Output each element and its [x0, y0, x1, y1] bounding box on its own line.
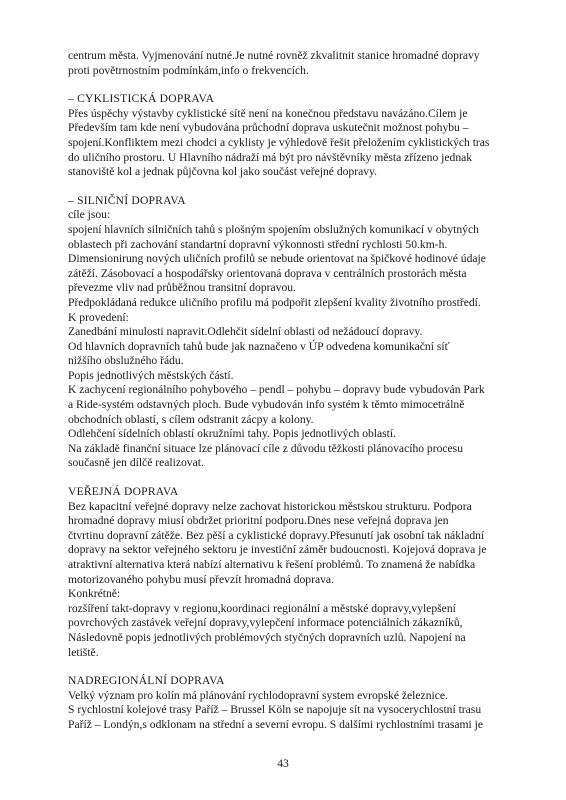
- text-line: centrum města. Vyjmenování nutné.Je nutné rovněž zkvalitnit stanice hromadné dopravy: [68, 49, 480, 62]
- text-line: S rychlostní kolejové trasy Paříž – Brussel Köln se napojuje sít na vysocerychlostní trasu: [68, 703, 482, 717]
- text-line: Zanedbání minulosti napravit.Odlehčit sídelní oblasti od nežádoucí dopravy.: [68, 325, 423, 339]
- text-line: Následovně popis jednotlivých problémových styčných dopravních uzlů. Napojení na: [68, 630, 466, 644]
- text-line: K zachycení regionálního pohybového – pendl – pohybu – dopravy bude vybudován Park: [68, 383, 485, 397]
- text-line: Přes úspěchy výstavby cyklistické sítě není na konečnou představu navázáno.Cílem je: [68, 106, 468, 120]
- text-line: Velký význam pro kolín má plánování rychlodopravní system evropské železnice.: [68, 688, 448, 702]
- section-heading: NADREGIONÁLNÍ DOPRAVA: [68, 674, 225, 688]
- text-line: Paříž – Londýn,s odklonam na střední a severní evropu. S dalšími rychlostními trasami je: [68, 717, 484, 731]
- text-line: Na základě finanční situace lze plánovací cíle z důvodu těžkosti plánovacího procesu: [68, 441, 463, 455]
- text-line: stanoviště kol a jednak půjčovna kol jako součást veřejné dopravy.: [68, 165, 377, 179]
- text-line: K provedení:: [68, 310, 129, 324]
- section-verejna-doprava: [68, 485, 508, 660]
- text-line: nižšího obslužného řádu.: [68, 354, 184, 368]
- text-line: Dimensionirung nových uličních profilů se nebude orientovat na špičkové hodinové údaje: [68, 252, 486, 266]
- text-line: převezme vliv nad průběžnou transitní dopravou.: [68, 281, 296, 295]
- page-number: 43: [277, 757, 289, 770]
- text-line: současně jen dílčě realizovat.: [68, 456, 204, 470]
- text-line: letiště.: [68, 645, 99, 659]
- text-line: obchodních oblastí, s cílem odstranit zácpy a kolony.: [68, 412, 314, 426]
- page-content: [68, 49, 508, 733]
- text-line: Od hlavních dopravních tahů bude jak naznačeno v ÚP odvedena komunikační síť: [68, 339, 450, 353]
- text-line: povrchových zastávek veřejní dopravy,vylepčení informace potenciálních zákazníků,: [68, 616, 463, 630]
- section-heading: – SILNIČNÍ DOPRAVA: [68, 193, 186, 207]
- section-heading: VEŘEJNÁ DOPRAVA: [68, 485, 179, 499]
- section-silnicni-doprava: [68, 194, 508, 471]
- section-cyklisticka-doprava: [68, 92, 508, 180]
- text-line: oblastech při zachování standartní dopravní výkonnosti střední rychlosti 50.km-h.: [68, 237, 448, 251]
- text-line: proti povětrnostním podmínkám,info o frekvencích.: [68, 63, 309, 77]
- text-line: hromadné dopravy miusí obdržet prioritní podporu.Dnes nese veřejná doprava jen: [68, 514, 449, 528]
- text-line: Konkrétně:: [68, 587, 121, 601]
- section-heading: – CYKLISTICKÁ DOPRAVA: [68, 92, 215, 106]
- text-line: motorizovaného pohybu musí převzít hromadná doprava.: [68, 572, 334, 586]
- text-line: spojení.Konfliktem mezi chodci a cyklisty je výhledově řešit přeložením cyklistických tras: [68, 135, 490, 149]
- text-line: zátěží. Zásobovací a hospodářsky orientovaná doprava v centrálních prostorách města: [68, 266, 467, 280]
- text-line: do uličního prostoru. U Hlavního nádraží má být pro návštěvníky města zřízeno jednak: [68, 150, 473, 164]
- text-line: atraktivní alternativa která nabízí alternativu k řešení problémů. To znamená že nabídka: [68, 558, 476, 571]
- text-line: spojení hlavních silničních tahů s plošným spojením obslužných komunikací v obytných: [68, 222, 479, 236]
- text-line: cíle jsou:: [68, 208, 111, 222]
- text-line: Předpokládaná redukce uličního profilu má podpořit zlepšení kvality životního prostředí.: [68, 295, 481, 309]
- section-nadregionalni-doprava: [68, 674, 508, 732]
- text-line: Popis jednotlivých městských částí.: [68, 368, 234, 382]
- text-line: Odlehčení sídelních oblastí okružními tahy. Popis jednotlivých oblastí.: [68, 427, 397, 441]
- text-line: Především tam kde není vybudována průchodní doprava uskutečnit možnost pohybu –: [68, 121, 469, 135]
- text-line: čtvrtinu dopravní zátěže. Bez pěší a cyklistické dopravy.Přesunutí jak osobní tak nákladní: [68, 528, 485, 542]
- text-line: a Ride-systém odstavných ploch. Bude vybudován info systém k těmto mimocetrálně: [68, 398, 465, 412]
- text-line: dopravy na sektor veřejného sektoru je investiční záměr budoucnosti. Kojejová doprava je: [68, 543, 487, 557]
- intro-paragraph: [68, 49, 508, 78]
- text-line: Bez kapacitní veřejné dopravy nelze zachovat historickou městskou strukturu. Podpora: [68, 499, 472, 513]
- text-line: rozšíření takt-dopravy v regionu,koordinaci regionální a městské dopravy,vylepšení: [68, 601, 456, 615]
